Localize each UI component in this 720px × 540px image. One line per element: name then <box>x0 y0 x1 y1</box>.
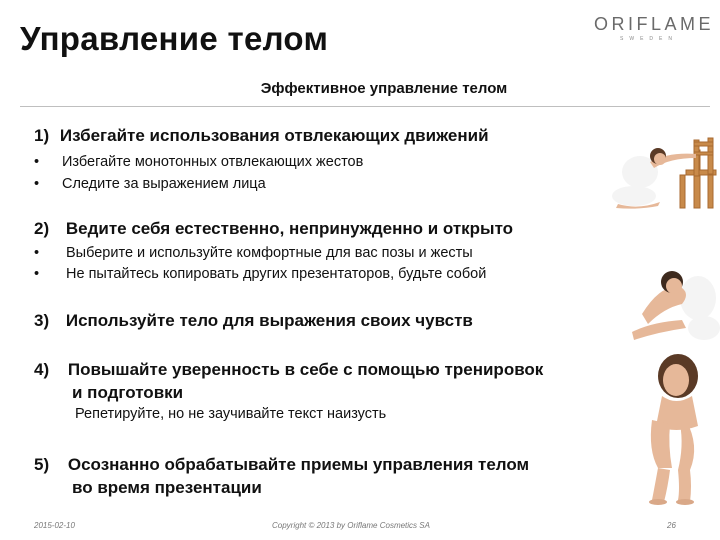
woman-sitting-hugging-knees-photo <box>612 258 720 344</box>
section-2-number: 2) <box>34 219 50 238</box>
footer-copyright: Copyright © 2013 by Oriflame Cosmetics SA <box>272 521 430 530</box>
section-5-line-2: во время презентации <box>72 478 262 497</box>
section-5-number: 5) <box>34 455 50 474</box>
woman-sitting-thinking-photo <box>628 350 720 506</box>
section-4-number: 4) <box>34 360 50 379</box>
section-4-line-1: Повышайте уверенность в себе с помощью тренировок <box>67 360 544 379</box>
section-1-number: 1) <box>34 126 50 145</box>
list-item <box>34 176 266 192</box>
section-5-heading <box>34 455 529 475</box>
section-1-text: Избегайте использования отвлекающих движений <box>59 126 489 145</box>
slide-title: Управление телом <box>20 20 329 57</box>
bullet-text: Избегайте монотонных отвлекающих жестов <box>62 154 364 170</box>
footer-date: 2015-02-10 <box>34 521 75 530</box>
bullet-dot: • <box>34 245 40 261</box>
bullet-dot: • <box>34 154 40 170</box>
bullet-dot: • <box>34 266 40 282</box>
woman-chair-stretch-photo <box>598 130 720 210</box>
bullet-text: Выберите и используйте комфортные для вас позы и жесты <box>66 245 473 261</box>
logo-sub: SWEDEN <box>620 36 678 42</box>
bullet-text: Следите за выражением лица <box>62 176 266 192</box>
section-1-heading <box>34 126 489 146</box>
bullet-text: Не пытайтесь копировать других презентаторов, будьте собой <box>66 266 487 282</box>
page-number: 26 <box>667 521 676 530</box>
divider <box>20 106 710 107</box>
section-5-line-1: Осознанно обрабатывайте приемы управления телом <box>67 455 530 474</box>
slide-subtitle: Эффективное управление телом <box>260 80 508 97</box>
section-3-number: 3) <box>34 311 50 330</box>
logo-brand: ORIFLAME <box>594 14 715 34</box>
section-3-text: Используйте тело для выражения своих чувств <box>65 311 473 330</box>
list-item <box>34 266 486 282</box>
section-4-heading <box>34 360 543 380</box>
oriflame-logo <box>594 14 715 42</box>
section-4-note: Репетируйте, но не заучивайте текст наизусть <box>75 406 387 422</box>
section-3-heading <box>34 311 473 331</box>
section-2-text: Ведите себя естественно, непринужденно и открыто <box>65 219 514 238</box>
section-2-heading <box>34 219 513 239</box>
list-item <box>34 154 363 170</box>
section-4-line-2: и подготовки <box>72 383 184 402</box>
list-item <box>34 245 473 261</box>
bullet-dot: • <box>34 176 40 192</box>
